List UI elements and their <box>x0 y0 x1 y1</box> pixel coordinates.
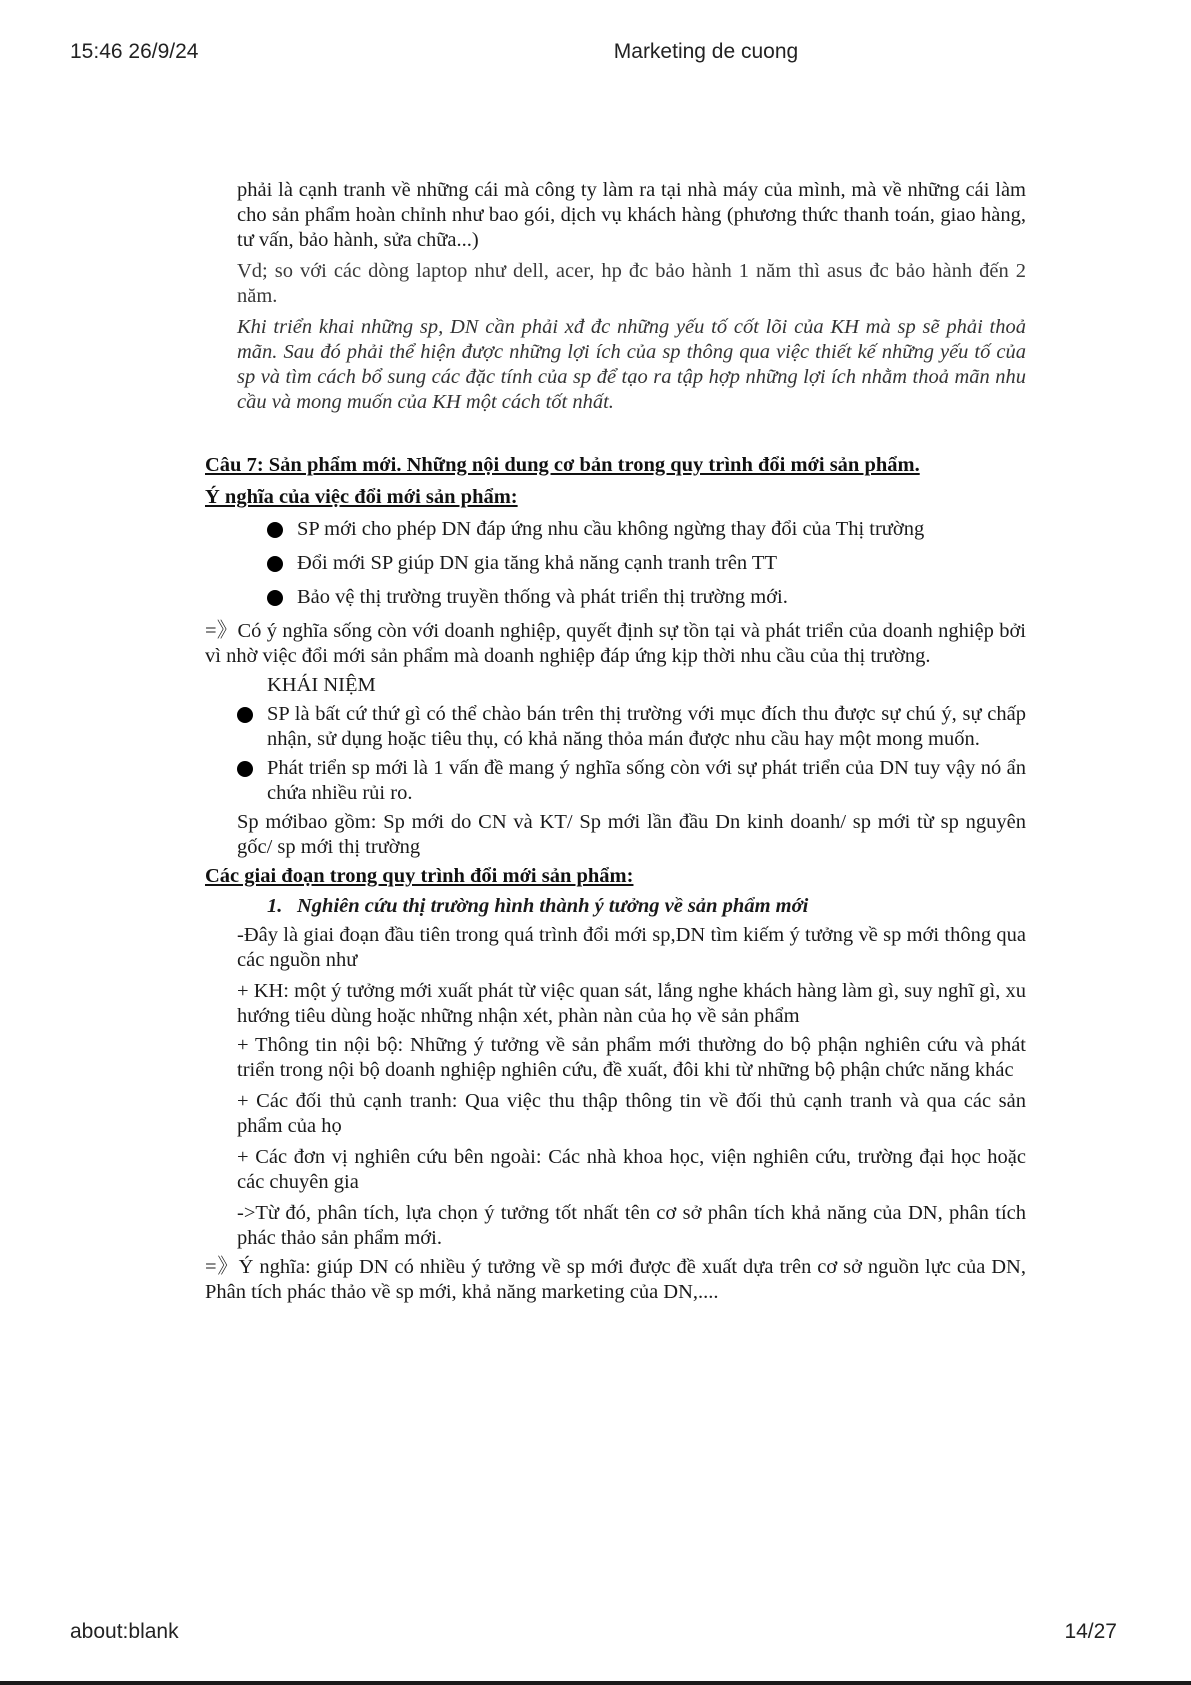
bullet-icon <box>237 761 253 777</box>
list-item <box>205 756 1026 806</box>
bullet-icon <box>267 522 283 538</box>
paragraph-conclusion-2: =》Ý nghĩa: giúp DN có nhiều ý tưởng về sp mới được đề xuất dựa trên cơ sở nguồn lực của DN, Phân tích phác thảo về sp mới, khả năng marketing của DN,.... <box>205 1256 1026 1303</box>
paragraph-selection: ->Từ đó, phân tích, lựa chọn ý tưởng tốt nhất tên cơ sở phân tích khả năng của DN, phân tích phác thảo sản phẩm mới. <box>237 1202 1026 1249</box>
paragraph-source-customers: + KH: một ý tưởng mới xuất phát từ việc quan sát, lắng nghe khách hàng làm gì, suy nghĩ gì, xu hướng tiêu dùng hoặc những nhận xét, phàn nàn của họ về sản phẩm <box>237 980 1026 1027</box>
stage-1-number: 1. <box>267 895 283 917</box>
list-item-text: Đổi mới SP giúp DN gia tăng khả năng cạnh tranh trên TT <box>297 552 777 574</box>
paragraph-intro: phải là cạnh tranh về những cái mà công ty làm ra tại nhà máy của mình, mà về những cái làm cho sản phẩm hoàn chỉnh như bao gói, dịch vụ khách hàng (phương thức thanh toán, giao hàng, tư vấn, bảo hành, sửa chữa...) <box>237 179 1026 251</box>
footer-url: about:blank <box>70 1620 179 1643</box>
bullet-icon <box>267 556 283 572</box>
paragraph-stage-1-intro: -Đây là giai đoạn đầu tiên trong quá trình đổi mới sp,DN tìm kiếm ý tưởng về sp mới thông qua các nguồn như <box>237 924 1026 971</box>
concept-title: KHÁI NIỆM <box>267 674 376 696</box>
list-item-text: Bảo vệ thị trường truyền thống và phát triển thị trường mới. <box>297 586 788 608</box>
paragraph-italic-note: Khi triển khai những sp, DN cần phải xđ đc những yếu tố cốt lõi của KH mà sp sẽ phải thoả mãn. Sau đó phải thể hiện được những lợi ích của sp thông qua việc thiết kế những yếu tố của sp và tìm cách bổ sung các đặc tính của sp để tạo ra tập hợp những lợi ích nhằm thoả mãn nhu cầu và mong muốn của KH một cách tốt nhất. <box>237 316 1026 413</box>
bullet-icon <box>267 590 283 606</box>
bullet-icon <box>237 707 253 723</box>
paragraph-source-internal: + Thông tin nội bộ: Những ý tưởng về sản phẩm mới thường do bộ phận nghiên cứu và phát triển trong nội bộ doanh nghiệp nghiên cứu, đề xuất, đôi khi từ những bộ phận chức năng khác <box>237 1034 1026 1081</box>
document-title: Marketing de cuong <box>613 40 799 63</box>
bottom-rule <box>0 1681 1191 1685</box>
list-item <box>205 517 1026 542</box>
heading-question-7: Câu 7: Sản phẩm mới. Những nội dung cơ bản trong quy trình đổi mới sản phẩm. <box>205 454 920 476</box>
stage-1-heading <box>205 894 1026 919</box>
heading-stages: Các giai đoạn trong quy trình đổi mới sản phẩm: <box>205 865 634 887</box>
stage-1-title: Nghiên cứu thị trường hình thành ý tưởng về sản phẩm mới <box>297 895 809 917</box>
heading-meaning: Ý nghĩa của việc đổi mới sản phẩm: <box>205 486 518 508</box>
list-item-text: Phát triển sp mới là 1 vấn đề mang ý nghĩa sống còn với sự phát triển của DN tuy vậy nó ẩn chứa nhiều rủi ro. <box>267 757 1026 804</box>
paragraph-example: Vd; so với các dòng laptop như dell, acer, hp đc bảo hành 1 năm thì asus đc bảo hành đến 2 năm. <box>237 260 1026 307</box>
list-item <box>205 585 1026 610</box>
list-item <box>205 702 1026 752</box>
paragraph-source-competitors: + Các đối thủ cạnh tranh: Qua việc thu thập thông tin về đối thủ cạnh tranh và qua các sản phẩm của họ <box>237 1090 1026 1137</box>
page-content <box>205 178 1026 1305</box>
paragraph-includes: Sp mớibao gồm: Sp mới do CN và KT/ Sp mới lần đầu Dn kinh doanh/ sp mới từ sp nguyên gốc/ sp mới thị trường <box>237 811 1026 858</box>
paragraph-conclusion-1: =》Có ý nghĩa sống còn với doanh nghiệp, quyết định sự tồn tại và phát triển của doanh nghiệp bởi vì nhờ việc đổi mới sản phẩm mà doanh nghiệp đáp ứng kịp thời nhu cầu của thị trường. <box>205 620 1026 667</box>
paragraph-source-external: + Các đơn vị nghiên cứu bên ngoài: Các nhà khoa học, viện nghiên cứu, trường đại học hoặc các chuyên gia <box>237 1146 1026 1193</box>
list-item-text: SP là bất cứ thứ gì có thể chào bán trên thị trường với mục đích thu được sự chú ý, sự chấp nhận, sử dụng hoặc tiêu thụ, có khả năng thỏa mán được nhu cầu hay một mong muốn. <box>267 703 1026 750</box>
page-number: 14/27 <box>1064 1620 1117 1643</box>
list-item <box>205 551 1026 576</box>
list-item-text: SP mới cho phép DN đáp ứng nhu cầu không ngừng thay đổi của Thị trường <box>297 518 925 540</box>
print-datetime: 15:46 26/9/24 <box>70 40 199 63</box>
